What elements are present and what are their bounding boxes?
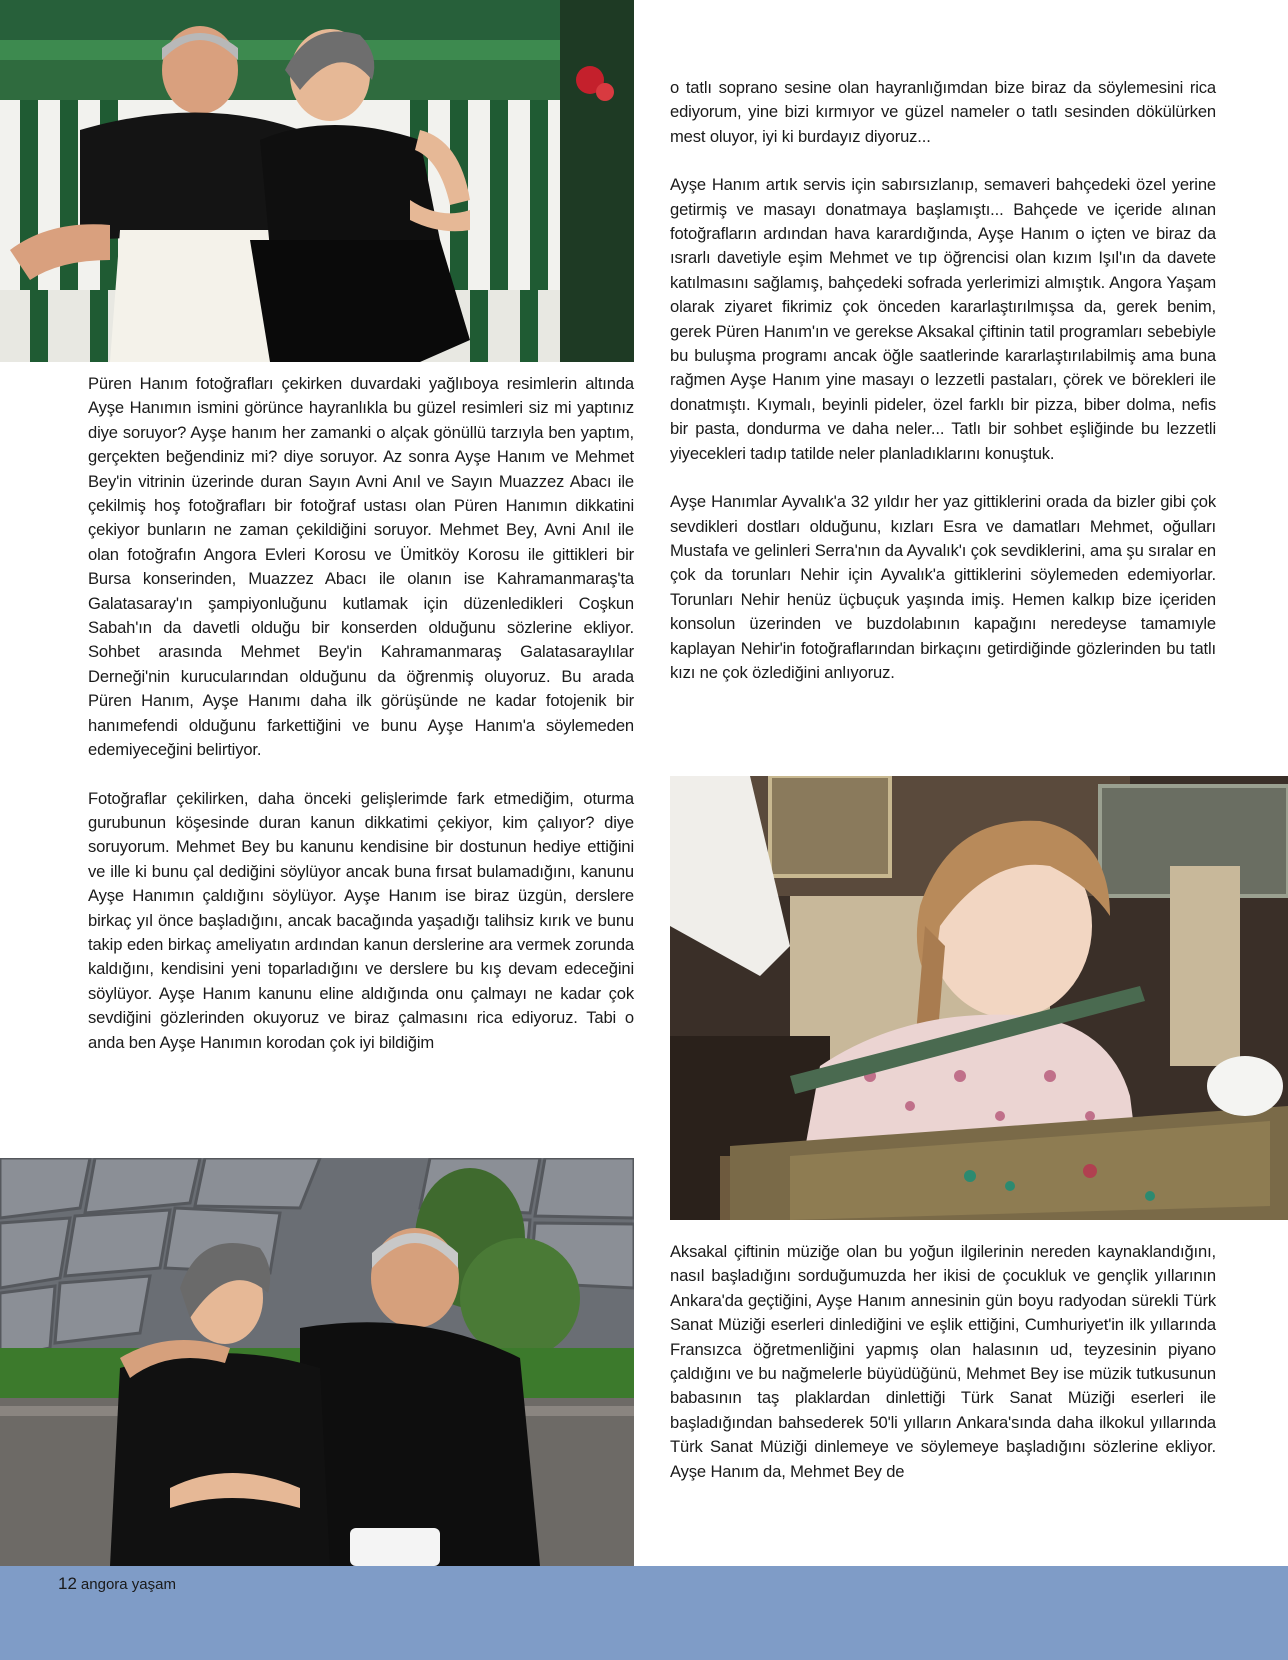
paragraph-left-2: Fotoğraflar çekilirken, daha önceki gelişlerimde fark etmediğim, oturma gurubunun köşesinde duran kanun dikkatimi çekiyor, kim çalıyor? diye soruyorum. Mehmet Bey bu kanunu kendisine bir dostunun hediye ettiğini ve ille ki bunu çal dediğini söylüyor ancak buna fırsat bulamadığını, kanunu Ayşe Hanımın çaldığını söylüyor. Ayşe Hanım ise biraz üzgün, derslere birkaç yıl önce başladığını, ancak bacağında yaşadığı talihsiz kırık ve bunu takip eden birkaç ameliyatın ardından kanun derslerine ara vermek zorunda kaldığını, kendisini yeni toparladığını ve derslere bu kış devam edeceğini söylüyor. Ayşe Hanım kanunu eline aldığında onu çalmayı ne kadar çok sevdiğini gözlerinden okuyoruz ve biraz çalmasını rica ediyoruz. Tabi o anda ben Ayşe Hanımın korodan çok iyi bildiğim: [88, 788, 634, 1052]
page-footer: [0, 1566, 1288, 1660]
paragraph-left-1: Püren Hanım fotoğrafları çekirken duvardaki yağlıboya resimlerin altında Ayşe Hanımın ismini görünce hayranlıkla bu güzel resimleri siz mi yaptınız diye soruyor? Ayşe hanım her zamanki o alçak gönüllü tarzıyla ben yaptım, gerçekten beğendiniz mi? diye soruyor. Az sonra Ayşe Hanım ve Mehmet Bey'in vitrinin üzerinde duran Sayın Avni Anıl ve Sayın Muazzez Abacı ile çekilmiş hoş fotoğrafları bir fotoğraf ustası olan Püren Hanımın dikkatini çekiyor bunların ne zaman çekildiğini soruyor. Mehmet Bey, Avni Anıl ile olan fotoğrafın Angora Evleri Korosu ve Ümitköy Korosu ile gittikleri bir Bursa konserinden, Muazzez Abacı ile olanın ise Kahramanmaraş'ta Galatasaray'ın şampiyonluğunu kutlamak için düzenledikleri Coşkun Sabah'ın da davetli olduğu bir konserden olduğunu sözlerine ekliyor. Sohbet arasında Mehmet Bey'in Kahramanmaraş Galatasaraylılar Derneği'nin kurucularından olduğunu da öğrenmiş oluyoruz. Bu arada Püren Hanım, Ayşe Hanımı daha ilk görüşünde ne kadar fotojenik bir hanımefendi olduğunu farkettiğini ve bunu Ayşe Hanım'a söylemeden edemiyeceğini belirtiyor.: [88, 374, 634, 760]
paragraph-right-3: Ayşe Hanımlar Ayvalık'a 32 yıldır her yaz gittiklerini orada da bizler gibi çok sevdikleri dostları olduğunu, kızları Esra ve damatları Mehmet, oğulları Mustafa ve gelinleri Serra'nın da Ayvalık'ı çok sevdiklerini, ama şu sıralar en çok da torunları Nehir için Ayvalık'a gittiklerini söylemeden edemiyorlar. Torunları Nehir henüz üçbuçuk yaşında imiş. Hemen kalkıp bize içeriden konsolun üzerinden ve buzdolabının kapağını neredeyse tamamıyle kaplayan Nehir'in fotoğraflarından birkaçını getirdiğinde gözlerinden bu tatlı kızı ne çok özlediğini anlıyoruz.: [670, 492, 1216, 682]
right-column-top: [670, 76, 1216, 709]
paragraph-right-2: Ayşe Hanım artık servis için sabırsızlanıp, semaveri bahçedeki özel yerine getirmiş ve masayı donatmaya başlamıştı... Bahçede ve içeride alınan fotoğrafların ardından hava karardığında, Ayşe Hanım o içten ve biraz da ısrarlı davetiyle eşim Mehmet ve tıp öğrencisi olan kızım Işıl'ın da davete katılmasını sağlamış, bahçedeki sofrada yerlerimizi almıştık. Angora Yaşam olarak ziyaret fikrimiz çok önceden kararlaştırılmışsa da, gerek benim, gerek Püren Hanım'ın ve gerekse Aksakal çiftinin tatil programları sebebiyle bu buluşma programı ancak öğle saatlerinde kararlaştırılabilmiş ama buna rağmen Ayşe Hanım yine masayı o lezzetli pastaları, çörek ve börekleri ile donatmıştı. Kıymalı, beyinli pideler, özel farklı bir pizza, biber dolma, nefis bir pasta, dondurma ve daha neler... Tatlı bir sohbet eşliğinde bu lezzetli yiyecekleri tadıp tatilde neler planladıklarını konuştuk.: [670, 175, 1216, 463]
page-number: 12: [58, 1574, 77, 1593]
paragraph-right-1: o tatlı soprano sesine olan hayranlığımdan bize biraz da söylemesini rica ediyorum, yine bizi kırmıyor ve güzel nameler o tatlı sesinden dökülürken mest oluyor, iyi ki burdayız diyoruz...: [670, 78, 1216, 146]
left-column: [88, 372, 634, 1079]
paragraph-right-4: Aksakal çiftinin müziğe olan bu yoğun ilgilerinin nereden kaynaklandığını, nasıl başladığını sorduğumuzda her ikisi de çocukluk ve gençlik yıllarının Ankara'da geçtiğini, Ayşe Hanım annesinin gün boyu radyodan sürekli Türk Sanat Müziği eserleri dinlediğini ve eşlik ettiğini, Cumhuriyet'in ilk yıllarında Fransızca öğretmenliğini yapmış olan halasının ud, teyzesinin piyano çaldığını ve bu nağmelerle büyüdüğünü, Mehmet Bey ise müzik tutkusunun babasının taş plaklardan dinlettiği Türk Sanat Müziği eserleri ile başladığından bahsederek 50'li yılların Ankara'sında daha ilkokul yıllarında Türk Sanat Müziği dinlemeye ve söylemeye başladığını sözlerine ekliyor. Ayşe Hanım da, Mehmet Bey de: [670, 1242, 1216, 1481]
couple-on-swing-photo: [0, 0, 634, 362]
right-column-bottom: [670, 1240, 1216, 1508]
page-folio: [58, 1574, 176, 1594]
magazine-name: angora yaşam: [80, 1576, 176, 1593]
girl-painting-photo: [670, 776, 1288, 1220]
couple-on-bench-photo: [0, 1158, 634, 1566]
